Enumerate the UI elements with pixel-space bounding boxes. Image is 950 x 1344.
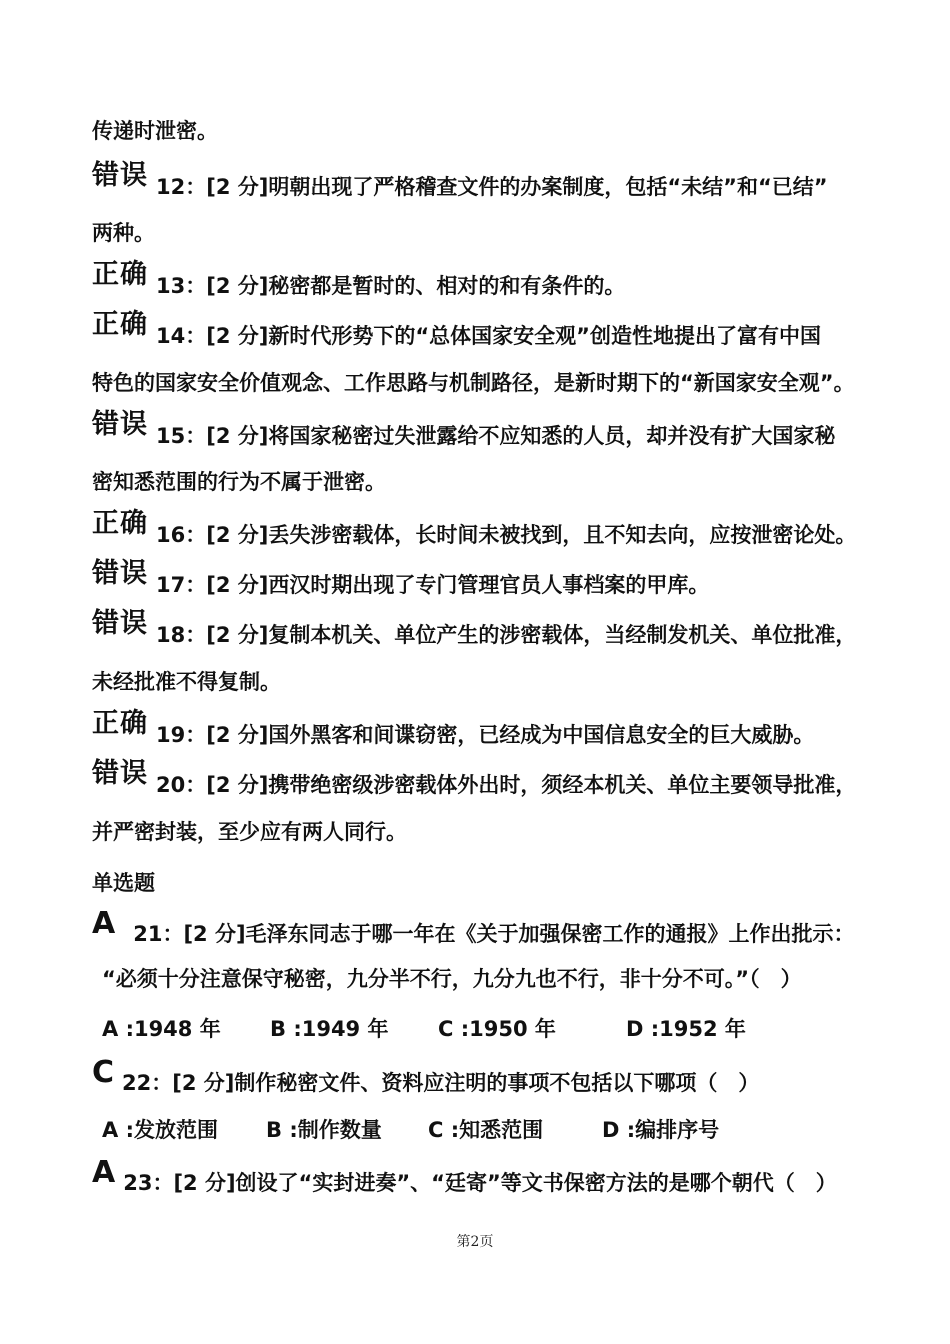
answer-label: A xyxy=(92,906,116,941)
answer-label: 错误 xyxy=(92,608,148,639)
question-text: 20：[2 分]携带绝密级涉密载体外出时，须经本机关、单位主要领导批准， xyxy=(156,773,857,797)
question-23 xyxy=(92,1155,880,1197)
q11-continuation xyxy=(92,117,880,145)
question-text: 两种。 xyxy=(92,221,155,245)
question-text: “必须十分注意保守秘密，九分半不行，九分九也不行，非十分不可。”（ ） xyxy=(102,967,802,991)
question-19 xyxy=(92,708,880,749)
answer-label: C xyxy=(92,1055,115,1090)
question-21-cont xyxy=(102,965,880,993)
question-text: 21：[2 分]毛泽东同志于哪一年在《关于加强保密工作的通报》上作出批示： xyxy=(133,922,855,946)
answer-label: 错误 xyxy=(92,758,148,789)
question-text: 15：[2 分]将国家秘密过失泄露给不应知悉的人员，却并没有扩大国家秘 xyxy=(156,424,836,448)
question-text: 密知悉范围的行为不属于泄密。 xyxy=(92,470,386,494)
question-text: 22：[2 分]制作秘密文件、资料应注明的事项不包括以下哪项（ ） xyxy=(122,1071,760,1095)
question-15-cont xyxy=(92,468,880,496)
question-text: 18：[2 分]复制本机关、单位产生的涉密载体，当经制发机关、单位批准， xyxy=(156,623,857,647)
question-20 xyxy=(92,758,880,799)
question-12 xyxy=(92,160,880,201)
option-d: D :编排序号 xyxy=(602,1118,720,1142)
question-text: 14：[2 分]新时代形势下的“总体国家安全观”创造性地提出了富有中国 xyxy=(156,324,821,348)
answer-label: 正确 xyxy=(92,508,148,539)
section-heading: 单选题 xyxy=(92,871,155,895)
question-12-cont xyxy=(92,219,880,247)
question-text: 并严密封装，至少应有两人同行。 xyxy=(92,820,407,844)
question-18-cont xyxy=(92,668,880,696)
question-20-cont xyxy=(92,818,880,846)
option-b: B :制作数量 xyxy=(266,1118,382,1142)
question-text: 未经批准不得复制。 xyxy=(92,670,281,694)
question-22-options xyxy=(102,1116,880,1144)
question-text: 12：[2 分]明朝出现了严格稽查文件的办案制度，包括“未结”和“已结” xyxy=(156,175,828,199)
option-c: C :1950 年 xyxy=(438,1017,556,1041)
question-text: 17：[2 分]西汉时期出现了专门管理官员人事档案的甲库。 xyxy=(156,573,710,597)
option-b: B :1949 年 xyxy=(270,1017,389,1041)
answer-label: 正确 xyxy=(92,309,148,340)
question-text: 19：[2 分]国外黑客和间谍窃密，已经成为中国信息安全的巨大威胁。 xyxy=(156,723,815,747)
answer-label: 正确 xyxy=(92,259,148,290)
option-a: A :发放范围 xyxy=(102,1118,218,1142)
question-text: 23：[2 分]创设了“实封进奏”、“廷寄”等文书保密方法的是哪个朝代（ ） xyxy=(123,1171,837,1195)
question-18 xyxy=(92,608,880,649)
question-14 xyxy=(92,309,880,350)
option-c: C :知悉范围 xyxy=(428,1118,544,1142)
option-d: D :1952 年 xyxy=(626,1017,746,1041)
option-a: A :1948 年 xyxy=(102,1017,221,1041)
question-16 xyxy=(92,508,880,549)
answer-label: 错误 xyxy=(92,409,148,440)
question-text: 16：[2 分]丢失涉密载体，长时间未被找到，且不知去向，应按泄密论处。 xyxy=(156,523,857,547)
question-22 xyxy=(92,1055,880,1097)
answer-label: 错误 xyxy=(92,558,148,589)
question-21-options xyxy=(102,1015,880,1043)
question-text: 13：[2 分]秘密都是暂时的、相对的和有条件的。 xyxy=(156,274,626,298)
question-15 xyxy=(92,409,880,450)
question-text: 特色的国家安全价值观念、工作思路与机制路径，是新时期下的“新国家安全观”。 xyxy=(92,371,855,395)
answer-label: A xyxy=(92,1155,116,1190)
question-13 xyxy=(92,259,880,300)
question-17 xyxy=(92,558,880,599)
question-21 xyxy=(92,906,880,948)
question-text: 传递时泄密。 xyxy=(92,119,218,143)
question-14-cont xyxy=(92,369,880,397)
answer-label: 正确 xyxy=(92,708,148,739)
page-number: 第2页 xyxy=(456,1234,494,1250)
answer-label: 错误 xyxy=(92,160,148,191)
